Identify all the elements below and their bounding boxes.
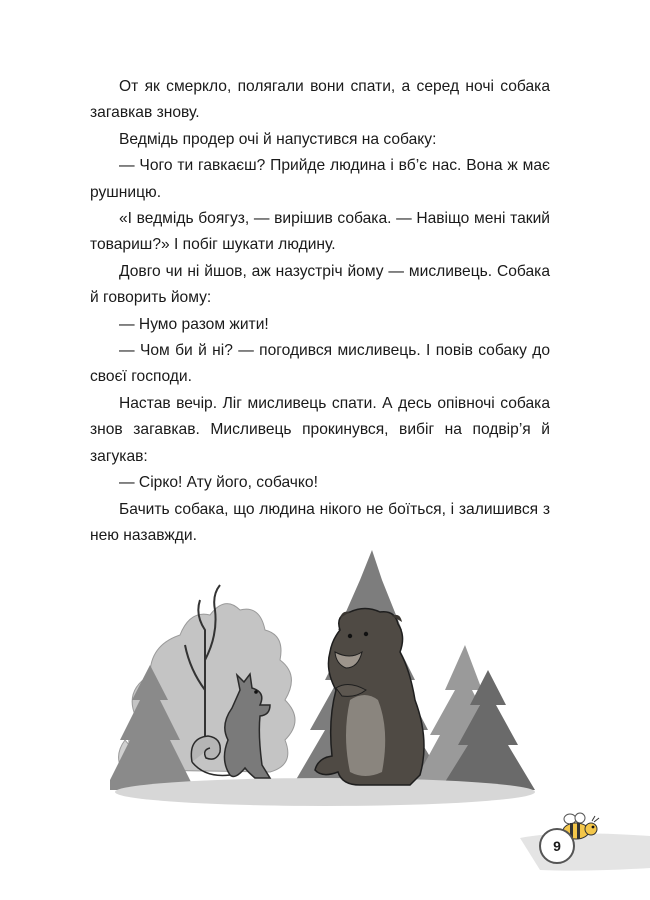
right-fir-trees	[410, 645, 535, 790]
paragraph: — Сірко! Ату його, собачко!	[119, 474, 318, 492]
paragraph: Ведмідь продер очі й напустився на собаку:	[119, 130, 437, 148]
paragraph: «І ведмідь боягуз, — вирішив собака. — Навіщо мені такий товариш?» І побіг шукати людину.	[90, 210, 550, 254]
paragraph: Настав вечір. Ліг мисливець спати. А десь опівночі собака знов загавкав. Мисливець прокинувся, вибіг на подвір’я й загукав:	[90, 394, 550, 465]
paragraph: — Чом би й ні? — погодився мисливець. І повів собаку до своєї господи.	[90, 342, 550, 386]
paragraph: Бачить собака, що людина нікого не боїться, і залишився з нею назавжди.	[90, 500, 550, 544]
paragraph: — Нумо разом жити!	[119, 315, 269, 333]
story-text	[90, 74, 550, 549]
paragraph: От як смеркло, полягали вони спати, а серед ночі собака загавкав знову.	[90, 78, 550, 122]
page-number: 9	[539, 828, 575, 864]
paragraph: — Чого ти гавкаєш? Прийде людина і вб’є нас. Вона ж має рушницю.	[90, 157, 550, 201]
forest-illustration	[110, 540, 540, 810]
paragraph: Довго чи ні йшов, аж назустріч йому — мисливець. Собака й говорить йому:	[90, 262, 550, 307]
